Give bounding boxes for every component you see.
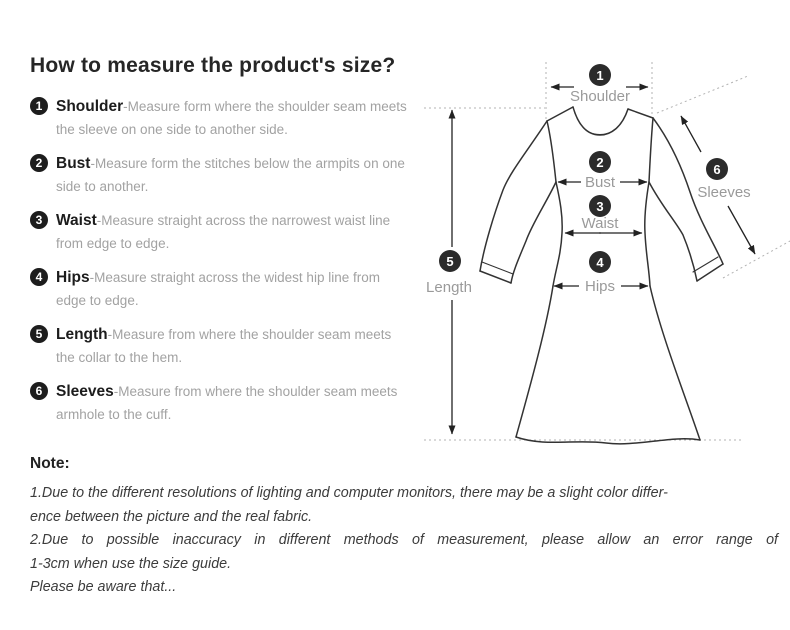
bodice-right xyxy=(645,182,650,286)
collar-back xyxy=(586,130,614,135)
instruction-description: Measure straight across the widest hip line from edge to edge. xyxy=(56,270,380,308)
instruction-description: Measure from where the shoulder seam meets the collar to the hem. xyxy=(56,327,392,365)
label-hips: Hips xyxy=(584,278,616,295)
badge-hips-num: 4 xyxy=(596,255,604,270)
shoulder-seam-left xyxy=(547,107,573,121)
number-badge: 3 xyxy=(30,211,48,229)
label-shoulder: Shoulder xyxy=(569,88,631,105)
term-separator: - xyxy=(113,384,119,399)
sleeve-arrow-down xyxy=(728,206,755,254)
sleeve-guide-top xyxy=(657,76,748,113)
skirt-right xyxy=(650,286,700,440)
note-section xyxy=(30,455,778,600)
instruction-description: Measure form the stitches below the armpits on one side to another. xyxy=(56,156,405,194)
instruction-term: Sleeves xyxy=(56,383,114,400)
instruction-term: Shoulder xyxy=(56,98,124,115)
page-title: How to measure the product's size? xyxy=(30,54,396,78)
sleeve-arrow-up xyxy=(681,116,701,152)
skirt-left xyxy=(516,286,553,437)
instruction-description: Measure from where the shoulder seam meets armhole to the cuff. xyxy=(56,384,398,422)
badge-waist-num: 3 xyxy=(596,199,604,214)
badge-length-num: 5 xyxy=(446,254,454,269)
shoulder-seam-right xyxy=(628,109,653,118)
instruction-term: Length xyxy=(56,326,108,343)
badge-bust-num: 2 xyxy=(596,155,604,170)
number-badge: 2 xyxy=(30,154,48,172)
badge-sleeves-num: 6 xyxy=(713,162,721,177)
cuff-right-end xyxy=(697,264,723,281)
armhole-left xyxy=(547,121,556,182)
sleeve-left-outer xyxy=(480,121,547,271)
label-bust: Bust xyxy=(584,174,616,191)
guide-lines xyxy=(424,62,790,440)
note-line: 1-3cm when use the size guide. xyxy=(30,555,232,572)
term-separator: - xyxy=(96,213,102,228)
note-heading: Note: xyxy=(30,455,70,472)
label-length: Length xyxy=(426,279,472,296)
sleeve-left-inner xyxy=(511,182,556,283)
note-line: Please be aware that... xyxy=(30,579,177,595)
term-separator: - xyxy=(90,156,95,171)
diagram-labels xyxy=(426,88,751,296)
armhole-right xyxy=(649,118,653,182)
number-badge: 4 xyxy=(30,268,48,286)
neckline xyxy=(573,107,628,135)
number-badge: 6 xyxy=(30,382,48,400)
instruction-description: Measure straight across the narrowest waist line from edge to edge. xyxy=(56,213,391,251)
instruction-description: Measure form where the shoulder seam meets the sleeve on one side to another side. xyxy=(56,99,407,137)
bodice-left xyxy=(553,182,562,286)
instruction-term: Hips xyxy=(56,269,90,286)
term-separator: - xyxy=(107,327,113,342)
number-badge: 5 xyxy=(30,325,48,343)
label-waist: Waist xyxy=(581,215,619,232)
cuff-left-stitch xyxy=(482,262,513,274)
label-sleeves: Sleeves xyxy=(697,184,751,201)
cuff-left-end xyxy=(480,271,511,283)
note-line: ence between the picture and the real fabric. xyxy=(30,508,313,525)
note-line: 1.Due to the different resolutions of lighting and computer monitors, there may be a slight color differ- xyxy=(30,485,668,501)
badge-shoulder-num: 1 xyxy=(596,68,604,83)
number-badge: 1 xyxy=(30,97,48,115)
hem xyxy=(516,437,700,444)
instruction-term: Bust xyxy=(56,155,91,172)
instruction-term: Waist xyxy=(56,212,97,229)
term-separator: - xyxy=(123,99,128,114)
note-line: 2.Due to possible inaccuracy in different methods of measurement, please allow an error range of xyxy=(30,532,778,548)
sleeve-guide-bottom xyxy=(723,241,790,278)
term-separator: - xyxy=(89,270,95,285)
sleeve-right-inner xyxy=(649,182,697,281)
